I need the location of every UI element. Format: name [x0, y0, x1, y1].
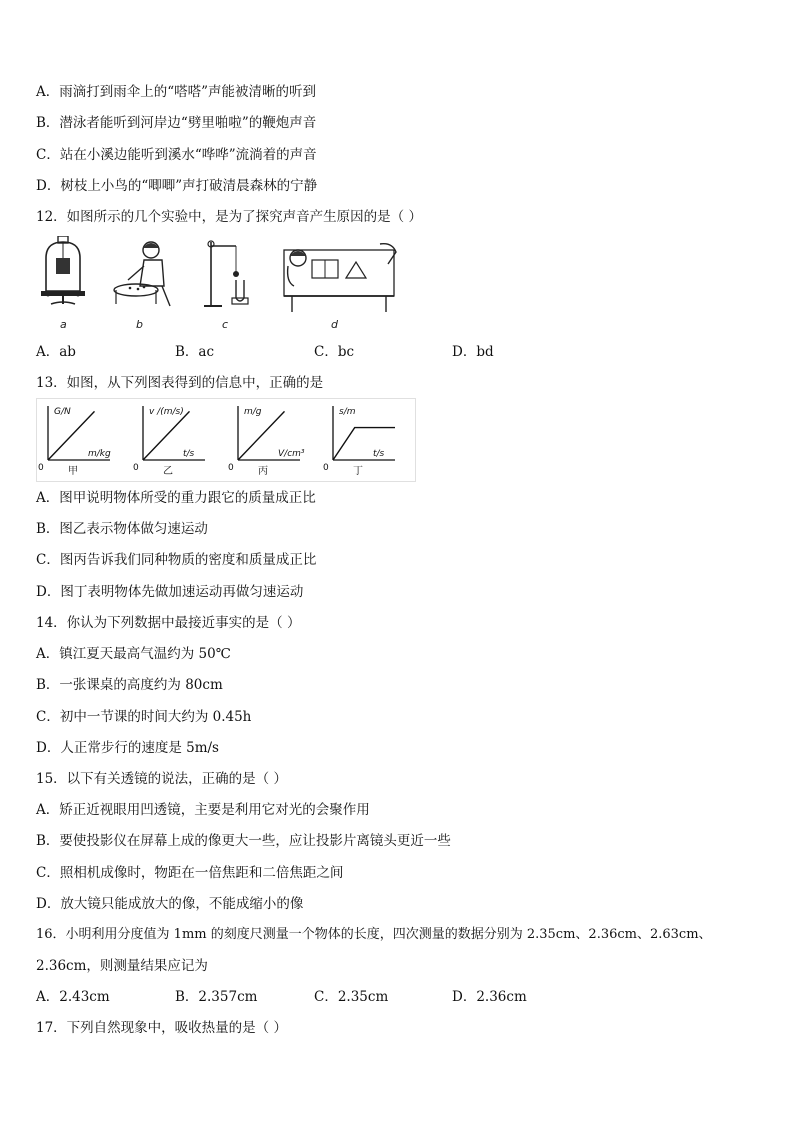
graph-name-label: 甲 [68, 466, 78, 477]
graph-x-label: t/s [373, 449, 385, 459]
q16-stem-line1: 16．小明利用分度值为 1mm 的刻度尺测量一个物体的长度，四次测量的数据分别为 2.35cm、2.36cm、2.63cm、 [36, 927, 712, 942]
q16-option-b: B．2.357cm [175, 989, 258, 1005]
graph-y-label: v /(m/s) [149, 407, 184, 417]
graph-name-label: 乙 [163, 466, 173, 477]
q16-option-c: C．2.35cm [314, 989, 389, 1005]
q14-option-a: A．镇江夏天最高气温约为 50℃ [36, 646, 231, 662]
q12-option-d: D．bd [452, 344, 494, 360]
bell-jar-illustration [41, 236, 85, 304]
graph-y-label: G/N [54, 407, 71, 417]
graph-data-line [333, 428, 395, 460]
figure-label-c: c [222, 318, 229, 331]
tuning-fork-illustration [204, 241, 248, 306]
q12-option-b: B．ac [175, 344, 215, 360]
q11-option-b: B．潜泳者能听到河岸边“劈里啪啦”的鞭炮声音 [36, 115, 317, 131]
graph-name-label: 丁 [353, 466, 363, 477]
q15-option-c: C．照相机成像时，物距在一倍焦距和二倍焦距之间 [36, 865, 344, 881]
figure-label-b: b [136, 318, 143, 331]
graph-origin-label: 0 [323, 463, 329, 473]
q13-option-d: D．图丁表明物体先做加速运动再做匀速运动 [36, 584, 304, 600]
q13-option-a: A．图甲说明物体所受的重力跟它的质量成正比 [36, 490, 316, 506]
graph-x-label: t/s [183, 449, 195, 459]
q12-option-a: A．ab [36, 344, 76, 360]
q13-graphs-svg [36, 398, 416, 482]
graph-origin-label: 0 [133, 463, 139, 473]
drum-person-illustration [114, 242, 170, 306]
q16-option-a: A．2.43cm [36, 989, 110, 1005]
q13-option-b: B．图乙表示物体做匀速运动 [36, 521, 208, 537]
q14-stem: 14．你认为下列数据中最接近事实的是（ ） [36, 615, 301, 631]
q15-stem: 15．以下有关透镜的说法，正确的是（ ） [36, 771, 287, 787]
q14-option-b: B．一张课桌的高度约为 80cm [36, 677, 223, 693]
q15-option-b: B．要使投影仪在屏幕上成的像更大一些，应让投影片离镜头更近一些 [36, 833, 451, 849]
q14-option-d: D．人正常步行的速度是 5m/s [36, 740, 219, 756]
q13-stem: 13．如图，从下列图表得到的信息中，正确的是 [36, 375, 324, 391]
q11-option-c: C．站在小溪边能听到溪水“哗哗”流淌着的声音 [36, 147, 317, 163]
figure-label-d: d [331, 318, 338, 331]
q15-option-a: A．矫正近视眼用凹透镜，主要是利用它对光的会聚作用 [36, 802, 370, 818]
q11-option-d: D．树枝上小鸟的“唧唧”声打破清晨森林的宁静 [36, 178, 318, 194]
graph-y-label: m/g [244, 407, 262, 417]
graph-y-label: s/m [339, 407, 356, 417]
q16-stem-line2: 2.36cm，则测量结果应记为 [36, 958, 208, 974]
q16-option-d: D．2.36cm [452, 989, 527, 1005]
graph-origin-label: 0 [228, 463, 234, 473]
graph-name-label: 丙 [258, 466, 268, 477]
q14-option-c: C．初中一节课的时间大约为 0.45h [36, 709, 252, 725]
q12-experiment-figure [36, 236, 398, 334]
graph-origin-label: 0 [38, 463, 44, 473]
graph-x-label: V/cm³ [278, 449, 305, 459]
graph-x-label: m/kg [88, 449, 111, 459]
q13-graphs-figure [36, 398, 416, 482]
q17-stem: 17．下列自然现象中，吸收热量的是（ ） [36, 1020, 287, 1036]
table-listening-illustration [284, 244, 396, 312]
q13-option-c: C．图丙告诉我们同种物质的密度和质量成正比 [36, 552, 317, 568]
figure-label-a: a [60, 318, 67, 331]
q12-option-c: C．bc [314, 344, 355, 360]
q12-stem: 12．如图所示的几个实验中，是为了探究声音产生原因的是（ ） [36, 209, 422, 225]
q15-option-d: D．放大镜只能成放大的像，不能成缩小的像 [36, 896, 304, 912]
q11-option-a: A．雨滴打到雨伞上的“嗒嗒”声能被清晰的听到 [36, 84, 317, 100]
